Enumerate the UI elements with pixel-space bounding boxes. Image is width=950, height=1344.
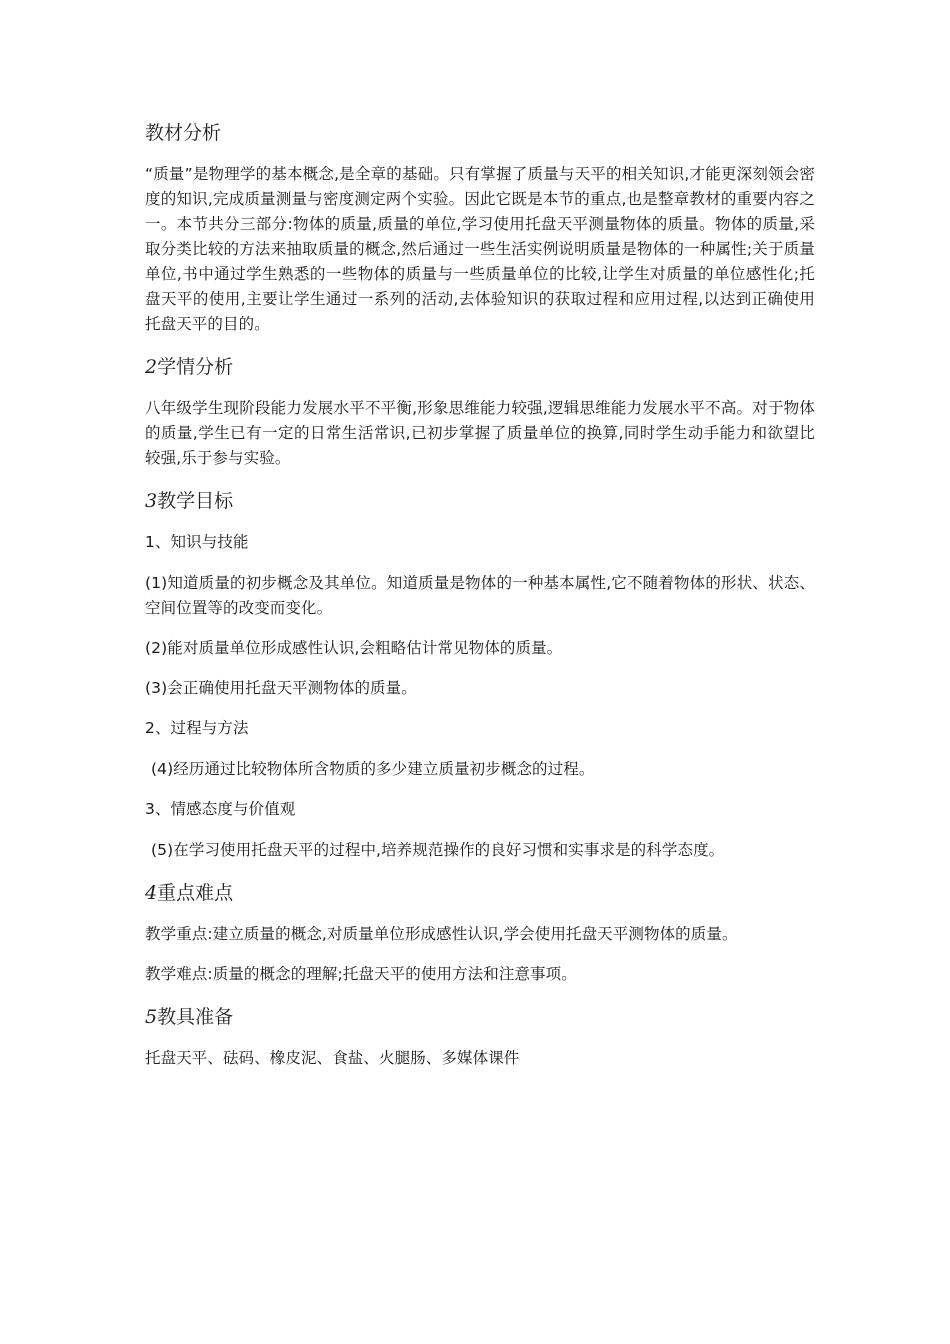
materials-analysis-paragraph: “质量”是物理学的基本概念,是全章的基础。只有掌握了质量与天平的相关知识,才能更深刻领会密度的知识,完成质量测量与密度测定两个实验。因此它既是本节的重点,也是整章教材的重要内容之一。本节共分三部分:物体的质量,质量的单位,学习使用托盘天平测量物体的质量。物体的质量,采取分类比较的方法来抽取质量的概念,然后通过一些生活实例说明质量是物体的一种属性;关于质量单位,书中通过学生熟悉的一些物体的质量与一些质量单位的比较,让学生对质量的单位感性化;托盘天平的使用,主要让学生通过一系列的活动,去体验知识的获取过程和应用过程,以达到正确使用托盘天平的目的。 bbox=[145, 165, 815, 333]
section-number: 5 bbox=[145, 1006, 158, 1028]
objective-item-5: (5)在学习使用托盘天平的过程中,培养规范操作的良好习惯和实事求是的科学态度。 bbox=[151, 841, 725, 859]
objective-subheading-attitude: 3、情感态度与价值观 bbox=[145, 800, 296, 818]
difficulty-paragraph: 教学难点:质量的概念的理解;托盘天平的使用方法和注意事项。 bbox=[145, 965, 577, 983]
section-title: 重点难点 bbox=[157, 882, 234, 904]
objective-item-4: (4)经历通过比较物体所含物质的多少建立质量初步概念的过程。 bbox=[151, 760, 595, 778]
section-number: 3 bbox=[145, 490, 158, 512]
teaching-aids-paragraph: 托盘天平、砝码、橡皮泥、食盐、火腿肠、多媒体课件 bbox=[145, 1049, 520, 1067]
student-analysis-paragraph: 八年级学生现阶段能力发展水平不平衡,形象思维能力较强,逻辑思维能力发展水平不高。对于物体的质量,学生已有一定的日常生活常识,已初步掌握了质量单位的换算,同时学生动手能力和欲望比较强,乐于参与实验。 bbox=[145, 399, 815, 467]
section-heading-students bbox=[145, 352, 815, 382]
key-point-paragraph: 教学重点:建立质量的概念,对质量单位形成感性认识,学会使用托盘天平测物体的质量。 bbox=[145, 925, 738, 943]
section-heading-objectives bbox=[145, 486, 815, 516]
section-heading-materials-prep bbox=[145, 1002, 815, 1032]
section-heading-keypoints bbox=[145, 878, 815, 908]
section-title: 教学目标 bbox=[157, 490, 234, 512]
document-content bbox=[145, 118, 815, 1086]
section-number: 4 bbox=[145, 882, 158, 904]
objective-item-2: (2)能对质量单位形成感性认识,会粗略估计常见物体的质量。 bbox=[145, 639, 563, 657]
objective-item-1: (1)知道质量的初步概念及其单位。知道质量是物体的一种基本属性,它不随着物体的形状、状态、空间位置等的改变而变化。 bbox=[145, 574, 815, 617]
objective-subheading-process: 2、过程与方法 bbox=[145, 719, 249, 737]
section-title: 教材分析 bbox=[145, 122, 222, 144]
section-number: 2 bbox=[145, 356, 158, 378]
section-title: 学情分析 bbox=[157, 356, 234, 378]
objective-item-3: (3)会正确使用托盘天平测物体的质量。 bbox=[145, 679, 417, 697]
objective-subheading-knowledge: 1、知识与技能 bbox=[145, 533, 249, 551]
section-title: 教具准备 bbox=[157, 1006, 234, 1028]
section-heading-materials bbox=[145, 118, 815, 148]
